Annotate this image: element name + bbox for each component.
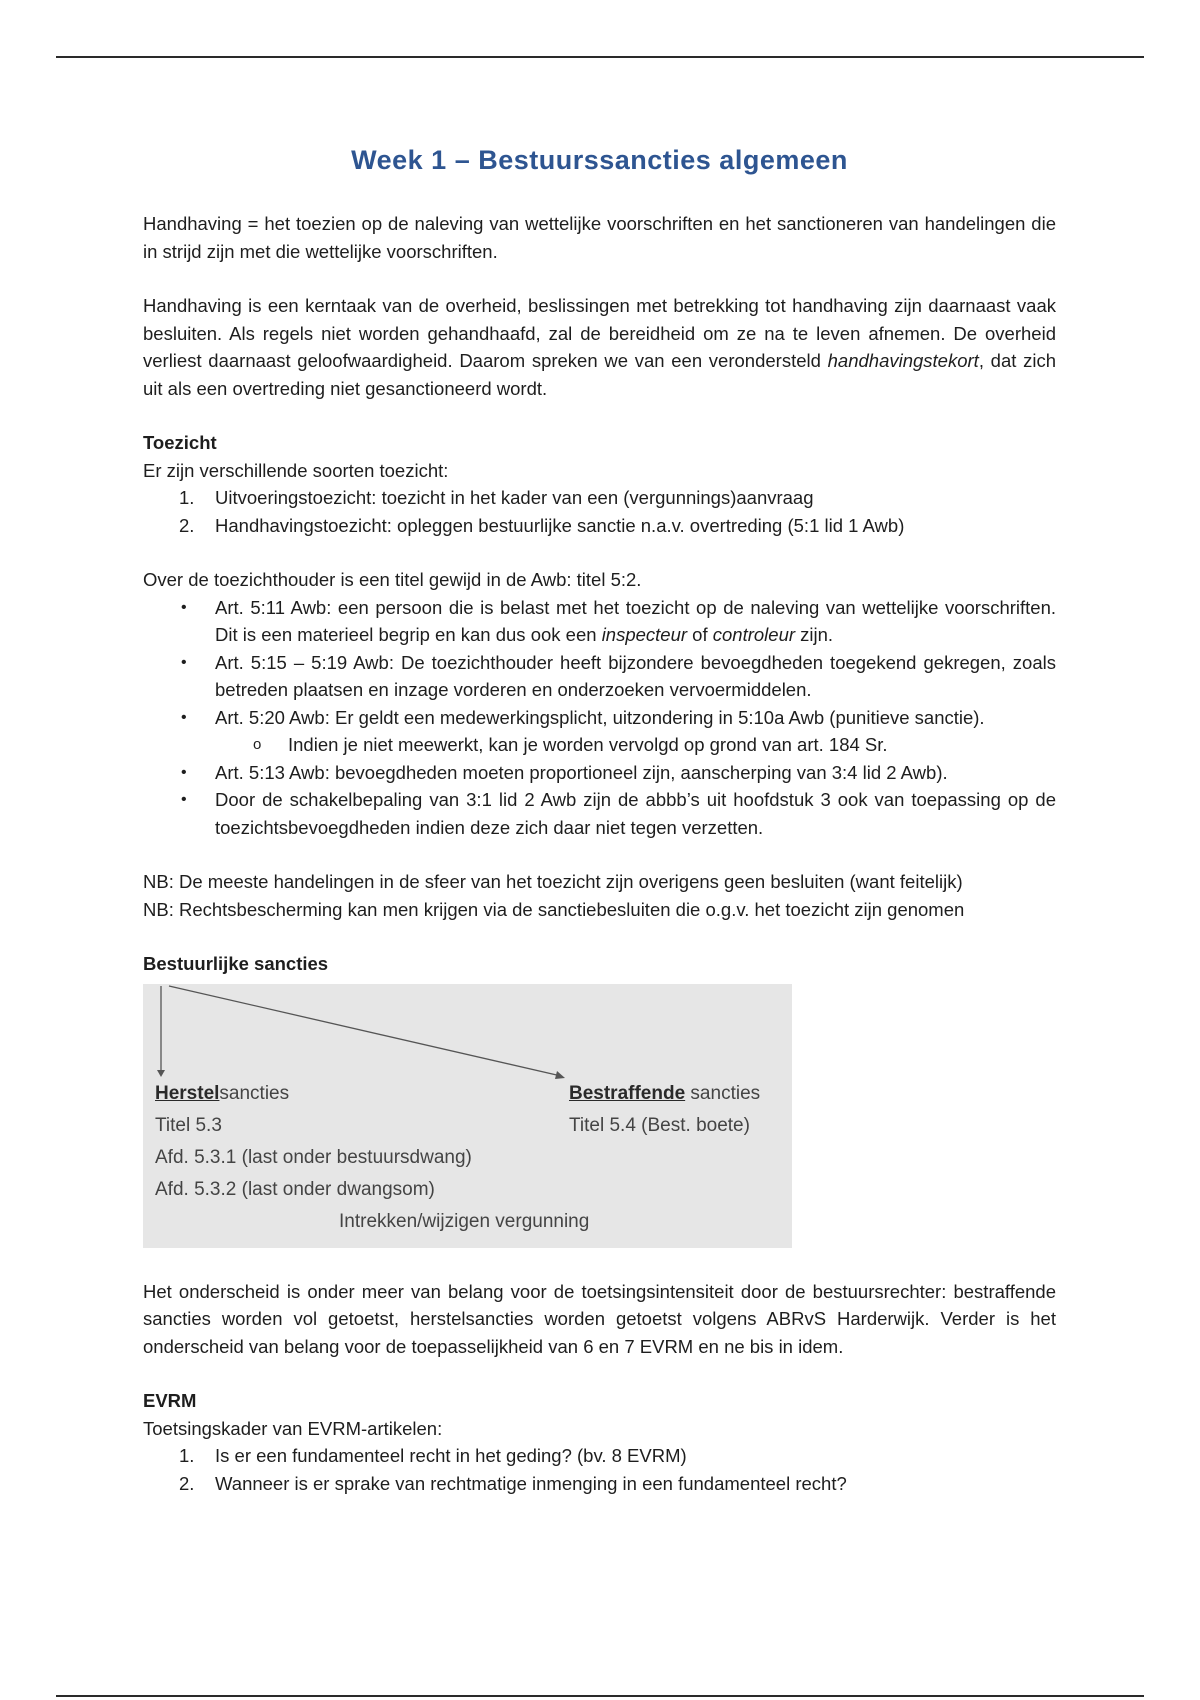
toezichthouder-list — [143, 594, 1056, 732]
bullet-icon: • — [181, 708, 187, 726]
sancties-diagram — [143, 984, 792, 1248]
bullet-icon: • — [181, 653, 187, 671]
heading-toezicht: Toezicht — [143, 432, 217, 453]
bullet-icon: • — [181, 598, 187, 616]
herstel-line: Titel 5.3 — [155, 1114, 222, 1136]
document-page — [143, 140, 1056, 1497]
page-title: Week 1 – Bestuurssancties algemeen — [351, 145, 848, 175]
herstel-line: Afd. 5.3.2 (last onder dwangsom) — [155, 1178, 435, 1200]
herstelsancties-label: Herstelsancties — [155, 1082, 290, 1104]
bestraffende-sancties-label: Bestraffende sancties — [569, 1082, 761, 1104]
heading-bestuurlijke-sancties: Bestuurlijke sancties — [143, 953, 329, 974]
term-handhavingstekort: handhavingstekort — [827, 350, 979, 371]
footer-rule — [56, 1695, 1144, 1697]
list-item: 2. Handhavingstoezicht: opleggen bestuurlijke sanctie n.a.v. overtreding (5:1 lid 1 Awb) — [179, 514, 905, 536]
paragraph-onderscheid: Het onderscheid is onder meer van belang voor de toetsingsintensiteit door de bestuursrechter: bestraffende sancties worden vol getoetst, herstelsancties worden getoetst volgens ABRvS Harderwijk. Verder is het onderscheid van belang voor de toepasselijkheid van 6 en 7 EVRM en ne bis in idem. — [143, 1280, 1056, 1357]
arrow-line-right — [169, 986, 561, 1076]
evrm-intro: Toetsingskader van EVRM-artikelen: — [143, 1417, 443, 1439]
sub-list-item: o Indien je niet meewerkt, kan je worden vervolgd op grond van art. 184 Sr. — [143, 731, 1056, 759]
toezicht-intro: Er zijn verschillende soorten toezicht: — [143, 459, 449, 481]
list-item: • Art. 5:20 Awb: Er geldt een medewerkingsplicht, uitzondering in 5:10a Awb (punitieve sanctie). — [143, 704, 1056, 732]
list-item: 2. Wanneer is er sprake van rechtmatige inmenging in een fundamenteel recht? — [179, 1472, 847, 1494]
herstel-line: Afd. 5.3.1 (last onder bestuursdwang) — [155, 1146, 472, 1168]
evrm-list — [143, 1442, 1056, 1497]
header-rule — [56, 56, 1144, 58]
paragraph-handhaving-definition: Handhaving = het toezien op de naleving van wettelijke voorschriften en het sanctioneren van handelingen die in strijd zijn met die wettelijke voorschriften. — [143, 213, 1056, 262]
nb-note-2: NB: Rechtsbescherming kan men krijgen via de sanctiebesluiten die o.g.v. het toezicht zijn genomen — [143, 898, 965, 920]
toezichthouder-intro: Over de toezichthouder is een titel gewijd in de Awb: titel 5:2. — [143, 569, 642, 590]
list-item: • Art. 5:15 – 5:19 Awb: De toezichthouder heeft bijzondere bevoegdheden toegekend gekregen, zoals betreden plaatsen en inzage vorderen en onderzoeken vervoermiddelen. — [143, 649, 1056, 704]
list-item: 1. Uitvoeringstoezicht: toezicht in het kader van een (vergunnings)aanvraag — [179, 487, 814, 508]
heading-evrm: EVRM — [143, 1390, 197, 1411]
arrow-head-left — [157, 1070, 165, 1077]
bestraffende-line: Titel 5.4 (Best. boete) — [569, 1114, 750, 1136]
toezichthouder-list-continued — [143, 759, 1056, 842]
paragraph-handhaving-kerntaak: Handhaving is een kerntaak van de overheid, beslissingen met betrekking tot handhaving zijn daarnaast vaak besluiten. Als regels niet worden gehandhaafd, zal de bereidheid om ze na te leven afnemen. De overheid verliest daarnaast geloofwaardigheid. Daarom spreken we van een verondersteld handhavingstekort, dat zich uit als een overtreding niet gesanctioneerd wordt. — [143, 295, 1057, 399]
intrekken-label: Intrekken/wijzigen vergunning — [339, 1210, 590, 1232]
nb-note-1: NB: De meeste handelingen in de sfeer van het toezicht zijn overigens geen besluiten (want feitelijk) — [143, 871, 963, 892]
list-item: • Art. 5:11 Awb: een persoon die is belast met het toezicht op de naleving van wettelijke voorschriften. Dit is een materieel begrip en kan dus ook een inspecteur of controleur zijn. — [143, 594, 1056, 649]
list-item: 1. Is er een fundamenteel recht in het geding? (bv. 8 EVRM) — [179, 1445, 687, 1466]
toezicht-list — [143, 484, 1056, 539]
list-item: • Door de schakelbepaling van 3:1 lid 2 Awb zijn de abbb’s uit hoofdstuk 3 ook van toepassing op de toezichtsbevoegdheden indien deze zich daar niet tegen verzetten. — [143, 786, 1056, 841]
arrow-head-right — [555, 1071, 565, 1079]
bullet-icon: • — [181, 763, 187, 781]
sub-bullet-icon: o — [253, 736, 262, 753]
bullet-icon: • — [181, 791, 187, 808]
list-item: • Art. 5:13 Awb: bevoegdheden moeten proportioneel zijn, aanscherping van 3:4 lid 2 Awb). — [143, 759, 1056, 787]
